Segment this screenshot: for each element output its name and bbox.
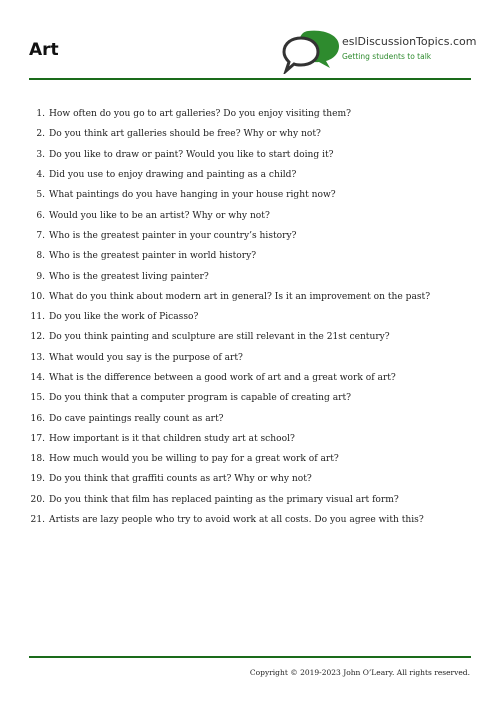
copyright-notice: Copyright © 2019-2023 John O’Leary. All rights reserved. (249, 668, 470, 677)
question-number: 2. (36, 129, 45, 140)
question-number: 14. (30, 373, 45, 383)
site-logo (280, 28, 480, 74)
question-text: Do cave paintings really count as art? (49, 413, 224, 424)
question-text: What is the difference between a good work of art and a great work of art? (49, 373, 396, 383)
list-item (29, 307, 479, 327)
list-item (29, 124, 479, 144)
list-item (29, 287, 479, 307)
question-text: What do you think about modern art in general? Is it an improvement on the past? (49, 291, 431, 302)
list-item (29, 510, 479, 530)
list-item (29, 327, 479, 347)
question-text: Who is the greatest painter in world history? (49, 251, 257, 262)
list-item (29, 266, 479, 286)
question-number: 11. (30, 312, 45, 323)
page-title: Art (29, 40, 59, 60)
question-text: How important is it that children study art at school? (49, 433, 295, 444)
question-number: 9. (36, 271, 45, 282)
list-item (29, 449, 479, 469)
question-number: 18. (30, 454, 45, 465)
logo-tagline: Getting students to talk (342, 52, 432, 61)
question-text: Do you think that graffiti counts as art? Why or why not? (49, 474, 312, 485)
question-number: 6. (36, 210, 45, 221)
question-number: 10. (30, 291, 45, 302)
question-text: Do you think painting and sculpture are still relevant in the 21st century? (49, 332, 390, 343)
question-number: 15. (30, 393, 45, 404)
question-number: 21. (30, 515, 45, 526)
list-item (29, 226, 479, 246)
list-item (29, 205, 479, 225)
list-item (29, 388, 479, 408)
list-item (29, 490, 479, 510)
logo-site-name: eslDiscussionTopics.com (342, 35, 477, 48)
question-text: Do you like the work of Picasso? (49, 312, 199, 323)
question-text: Do you think art galleries should be free? Why or why not? (49, 129, 321, 140)
question-text: What would you say is the purpose of art? (49, 352, 243, 363)
list-item (29, 145, 479, 165)
question-number: 3. (36, 149, 45, 160)
question-number: 1. (36, 109, 45, 120)
header-divider (29, 78, 471, 80)
list-item (29, 469, 479, 489)
list-item (29, 165, 479, 185)
list-item (29, 368, 479, 388)
footer-divider (29, 656, 471, 658)
question-number: 19. (30, 474, 45, 485)
question-list (29, 104, 479, 530)
question-text: Who is the greatest painter in your country’s history? (49, 230, 297, 241)
question-text: What paintings do you have hanging in your house right now? (49, 190, 336, 201)
question-number: 7. (36, 230, 45, 241)
list-item (29, 246, 479, 266)
question-text: Do you think that film has replaced painting as the primary visual art form? (49, 494, 399, 505)
list-item (29, 104, 479, 124)
list-item (29, 348, 479, 368)
question-text: Do you like to draw or paint? Would you like to start doing it? (49, 149, 334, 160)
list-item (29, 429, 479, 449)
question-text: How often do you go to art galleries? Do you enjoy visiting them? (49, 109, 352, 120)
question-number: 4. (36, 170, 45, 181)
list-item (29, 408, 479, 428)
speech-bubbles-icon (280, 28, 342, 74)
question-number: 17. (30, 433, 45, 444)
question-text: Would you like to be an artist? Why or why not? (49, 210, 270, 221)
list-item (29, 185, 479, 205)
question-text: Artists are lazy people who try to avoid work at all costs. Do you agree with this? (49, 515, 424, 526)
question-number: 8. (36, 251, 45, 262)
question-number: 13. (30, 352, 45, 363)
question-number: 20. (30, 494, 45, 505)
question-text: Did you use to enjoy drawing and painting as a child? (49, 170, 297, 181)
question-number: 5. (36, 190, 45, 201)
question-number: 12. (30, 332, 45, 343)
question-number: 16. (30, 413, 45, 424)
question-text: How much would you be willing to pay for a great work of art? (49, 454, 339, 465)
question-text: Do you think that a computer program is capable of creating art? (49, 393, 352, 404)
question-text: Who is the greatest living painter? (49, 271, 209, 282)
